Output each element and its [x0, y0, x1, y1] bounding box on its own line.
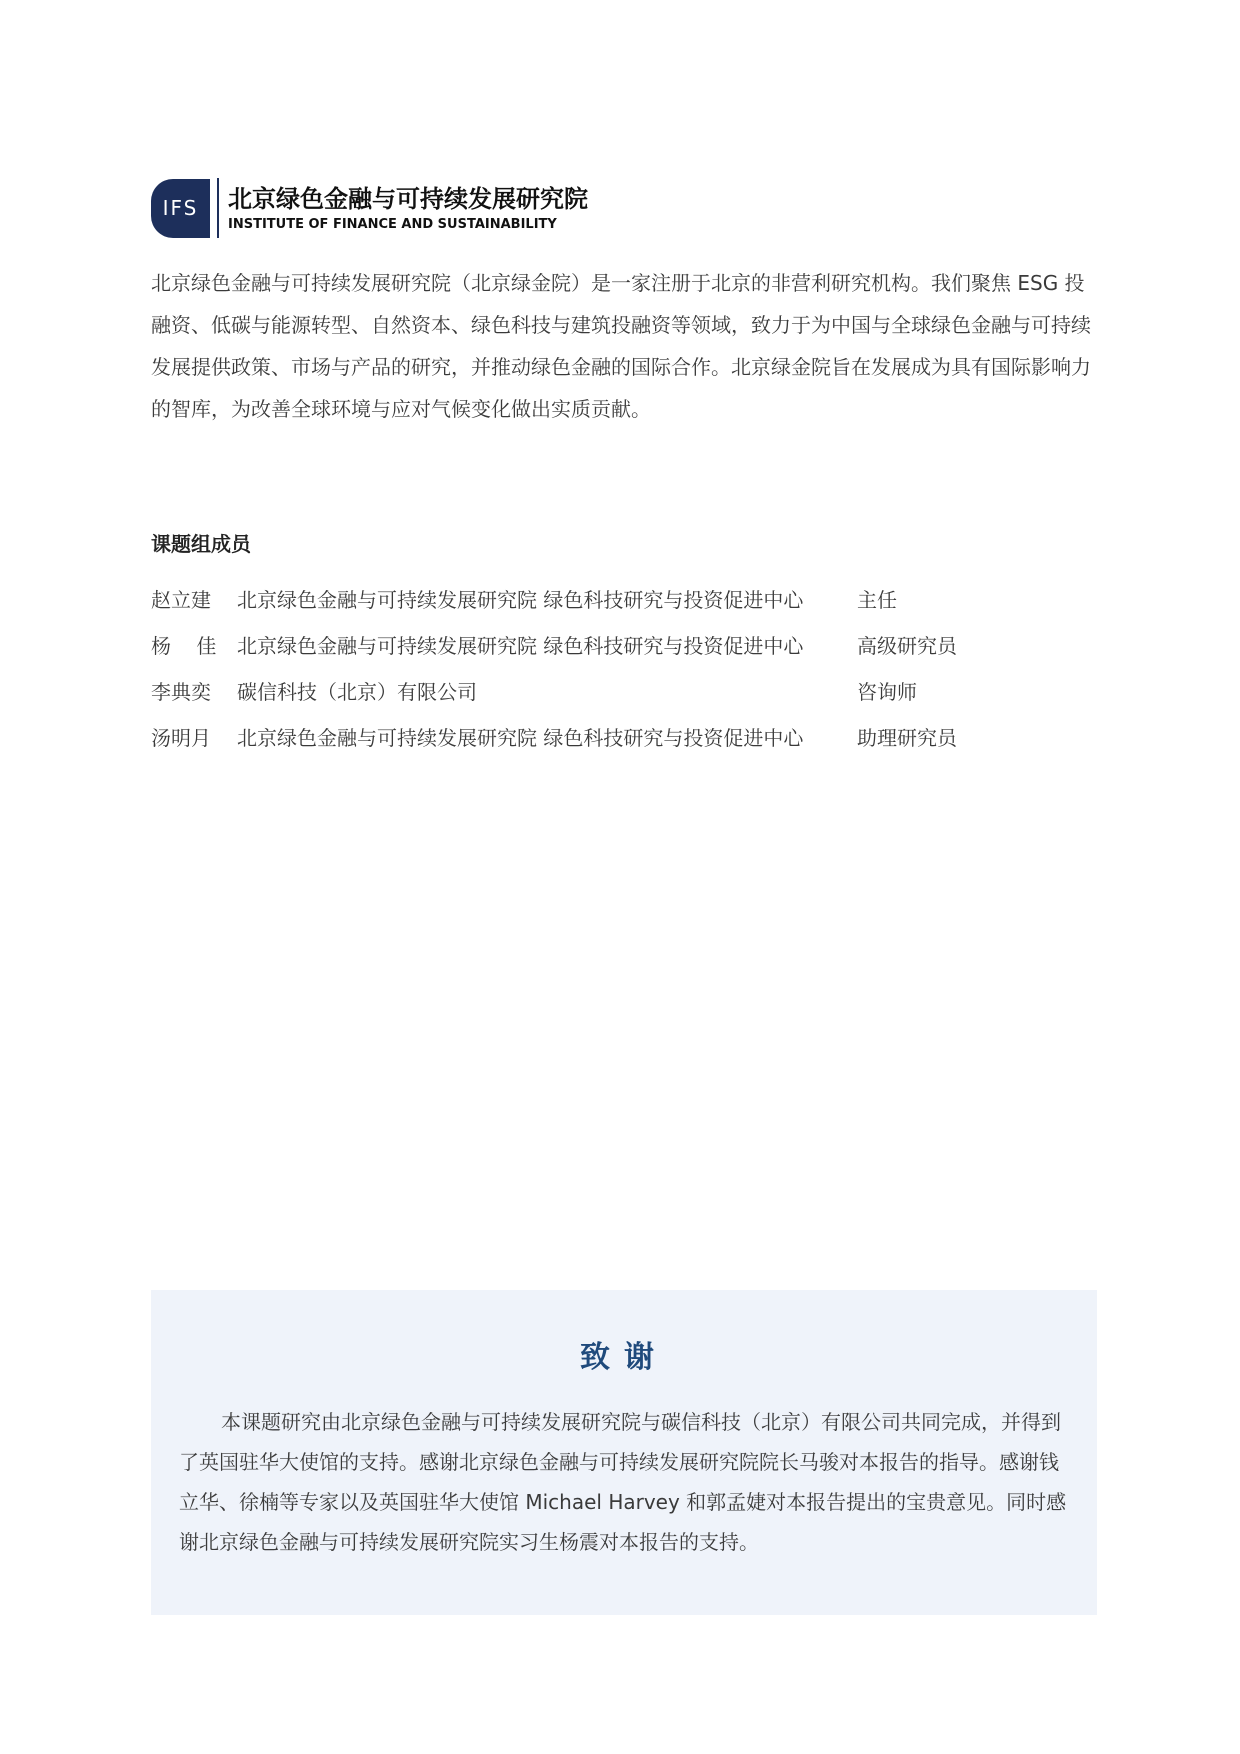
- team-members: [151, 584, 957, 768]
- member-role: 高级研究员: [857, 634, 957, 658]
- member-row: [151, 630, 957, 676]
- acknowledgement-box: [151, 1290, 1097, 1615]
- member-org: 碳信科技（北京）有限公司: [237, 680, 477, 704]
- ifs-logo-mark: IFS: [151, 179, 210, 238]
- logo-name-en: INSTITUTE OF FINANCE AND SUSTAINABILITY: [228, 216, 557, 232]
- member-name: 杨 佳: [151, 634, 217, 658]
- member-name: 汤明月: [151, 726, 211, 750]
- member-row: [151, 676, 957, 722]
- member-row: [151, 722, 957, 768]
- logo-name-cn: 北京绿色金融与可持续发展研究院: [228, 184, 588, 213]
- member-org: 北京绿色金融与可持续发展研究院 绿色科技研究与投资促进中心: [237, 726, 804, 750]
- member-name: 赵立建: [151, 588, 211, 612]
- member-org: 北京绿色金融与可持续发展研究院 绿色科技研究与投资促进中心: [237, 588, 804, 612]
- member-role: 助理研究员: [857, 726, 957, 750]
- acknowledgement-title: 致谢: [580, 1340, 668, 1375]
- logo-divider: [217, 178, 219, 238]
- team-title: 课题组成员: [151, 532, 251, 556]
- member-role: 咨询师: [857, 680, 917, 704]
- logo-text: [228, 178, 588, 238]
- acknowledgement-body: 本课题研究由北京绿色金融与可持续发展研究院与碳信科技（北京）有限公司共同完成，并得到了英国驻华大使馆的支持。感谢北京绿色金融与可持续发展研究院院长马骏对本报告的指导。感谢钱立华、徐楠等专家以及英国驻华大使馆 Michael Harvey 和郭孟婕对本报告提出的宝贵意见。同时感谢北京绿色金融与可持续发展研究院实习生杨震对本报告的支持。: [179, 1410, 1067, 1554]
- member-name: 李典奕: [151, 680, 211, 704]
- institute-logo: [151, 178, 588, 238]
- member-row: [151, 584, 957, 630]
- member-org: 北京绿色金融与可持续发展研究院 绿色科技研究与投资促进中心: [237, 634, 804, 658]
- member-role: 主任: [857, 588, 897, 612]
- institute-intro: 北京绿色金融与可持续发展研究院（北京绿金院）是一家注册于北京的非营利研究机构。我们聚焦 ESG 投融资、低碳与能源转型、自然资本、绿色科技与建筑投融资等领域，致力于为中国与全球绿色金融与可持续发展提供政策、市场与产品的研究，并推动绿色金融的国际合作。北京绿金院旨在发展成为具有国际影响力的智库，为改善全球环境与应对气候变化做出实质贡献。: [151, 271, 1091, 421]
